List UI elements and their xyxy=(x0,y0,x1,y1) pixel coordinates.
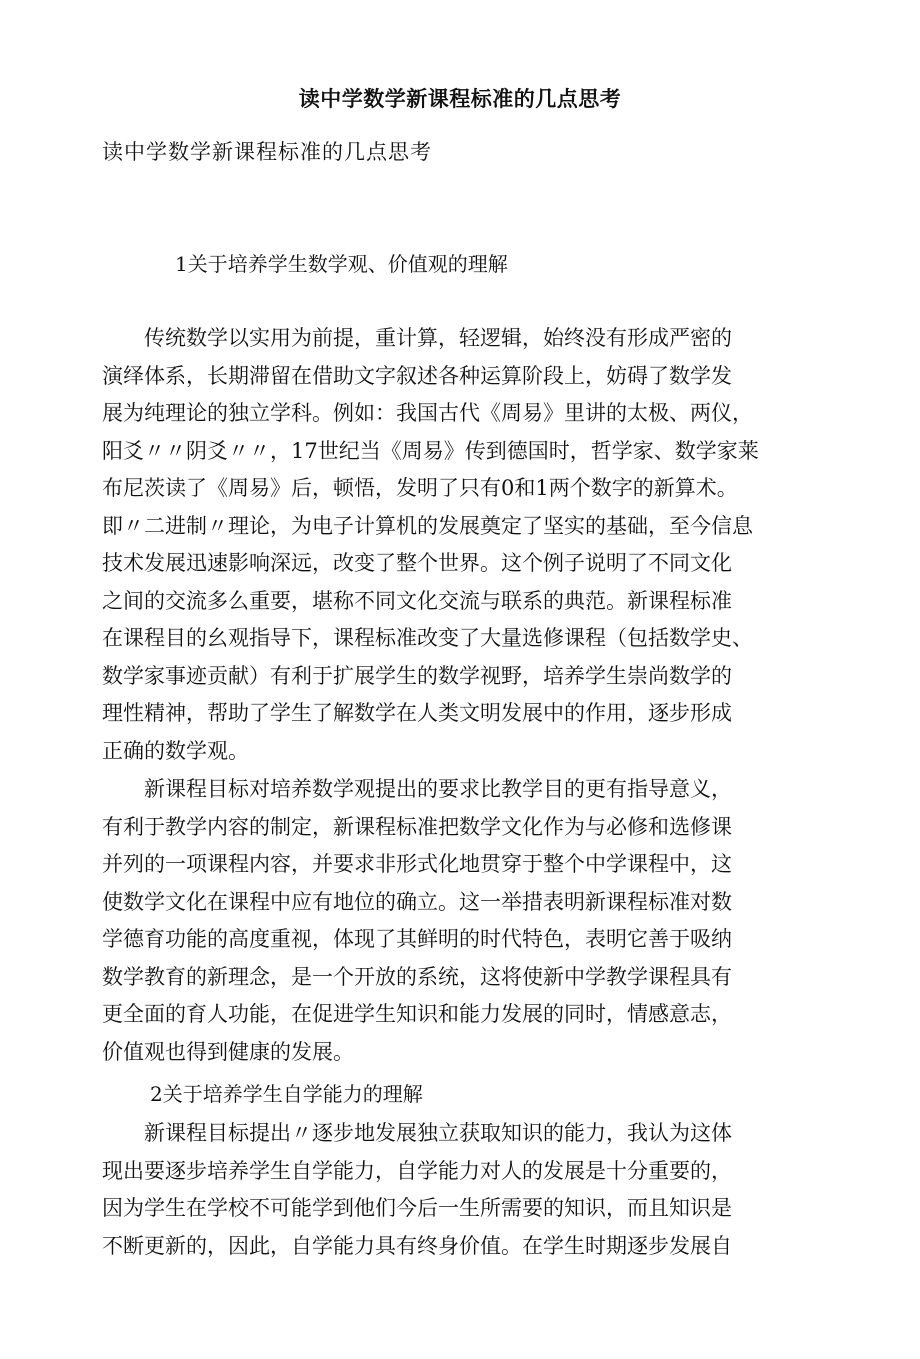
paragraph-line: 展为纯理论的独立学科。例如：我国古代《周易》里讲的太极、两仪， xyxy=(102,401,753,425)
paragraph-line: 有利于教学内容的制定，新课程标准把数学文化作为与必修和选修课 xyxy=(102,814,732,839)
paragraph-1 xyxy=(102,320,802,770)
paragraph-line: 新课程目标对培养数学观提出的要求比教学目的更有指导意义， xyxy=(102,777,732,801)
paragraph-line: 即〃二进制〃理论，为电子计算机的发展奠定了坚实的基础，至今信息 xyxy=(102,513,753,538)
paragraph-line: 价值观也得到健康的发展。 xyxy=(102,1039,354,1064)
paragraph-line: 之间的交流多么重要，堪称不同文化交流与联系的典范。新课程标准 xyxy=(102,588,732,613)
paragraph-line: 不断更新的，因此，自学能力具有终身价值。在学生时期逐步发展自 xyxy=(102,1233,732,1258)
paragraph-line: 数学家事迹贡献）有利于扩展学生的数学视野，培养学生崇尚数学的 xyxy=(102,663,732,688)
paragraph-line: 在课程目的幺观指导下，课程标准改变了大量选修课程（包括数学史、 xyxy=(102,626,753,650)
paragraph-line: 传统数学以实用为前提，重计算，轻逻辑，始终没有形成严密的 xyxy=(102,326,732,350)
paragraph-line: 新课程目标提出〃逐步地发展独立获取知识的能力，我认为这体 xyxy=(102,1121,732,1145)
paragraph-line: 理性精神，帮助了学生了解数学在人类文明发展中的作用，逐步形成 xyxy=(102,701,732,725)
document-title: 读中学数学新课程标准的几点思考 xyxy=(298,87,622,111)
paragraph-line: 并列的一项课程内容，并要求非形式化地贯穿于整个中学课程中，这 xyxy=(102,852,732,876)
paragraph-line: 演绎体系，长期滞留在借助文字叙述各种运算阶段上，妨碍了数学发 xyxy=(102,363,732,388)
document-subtitle: 读中学数学新课程标准的几点思考 xyxy=(102,140,432,164)
paragraph-line: 学德育功能的高度重视，体现了其鲜明的时代特色，表明它善于吸纳 xyxy=(102,927,732,951)
paragraph-line: 正确的数学观。 xyxy=(102,738,249,763)
paragraph-line: 使数学文化在课程中应有地位的确立。这一举措表明新课程标准对数 xyxy=(102,889,732,914)
paragraph-line: 数学教育的新理念，是一个开放的系统，这将使新中学教学课程具有 xyxy=(102,964,732,989)
section-heading-1: 1关于培养学生数学观、价值观的理解 xyxy=(175,252,508,276)
paragraph-2 xyxy=(102,771,802,1071)
paragraph-line: 现出要逐步培养学生自学能力，自学能力对人的发展是十分重要的， xyxy=(102,1158,732,1183)
paragraph-line: 因为学生在学校不可能学到他们今后一生所需要的知识，而且知识是 xyxy=(102,1196,732,1220)
section-heading-2: 2关于培养学生自学能力的理解 xyxy=(150,1082,423,1106)
paragraph-line: 布尼茨读了《周易》后，顿悟，发明了只有0和1两个数字的新算术。 xyxy=(102,476,738,500)
paragraph-line: 技术发展迅速影响深远，改变了整个世界。这个例子说明了不同文化 xyxy=(102,551,732,575)
paragraph-3 xyxy=(102,1115,802,1265)
paragraph-line: 更全面的育人功能，在促进学生知识和能力发展的同时，情感意志， xyxy=(102,1002,732,1026)
paragraph-line: 阳爻〃〃阴爻〃〃，17世纪当《周易》传到德国时，哲学家、数学家莱 xyxy=(102,438,759,463)
